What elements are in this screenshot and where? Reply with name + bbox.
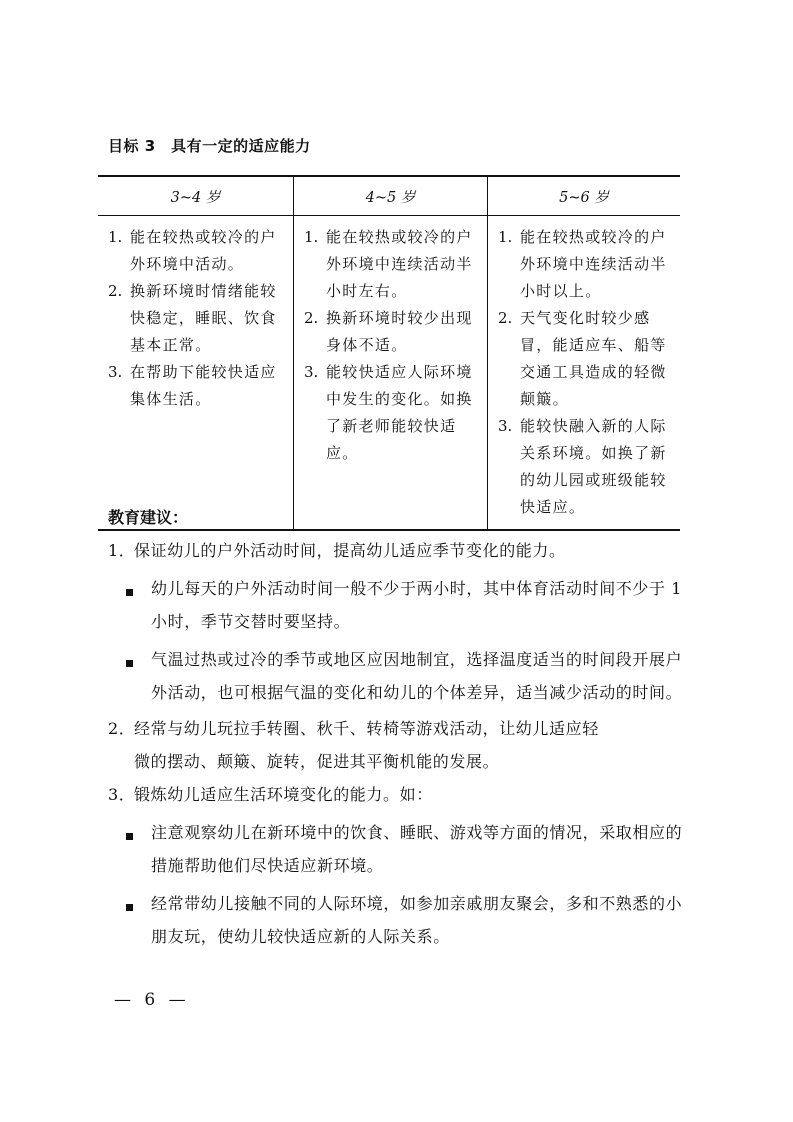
list-item [498, 224, 672, 305]
education-title: 教育建议： [108, 508, 189, 527]
list-item [304, 224, 479, 305]
item-number: 3. [304, 363, 319, 381]
item-number: 1. [304, 228, 319, 246]
column-age-4-5 [293, 216, 487, 529]
bullet-item [126, 643, 698, 709]
list-item [304, 305, 479, 359]
item-number: 2. [498, 309, 513, 327]
education-suggestions [108, 505, 698, 956]
square-bullet-icon [126, 904, 133, 911]
list-item [304, 359, 479, 467]
goals-table [98, 175, 680, 531]
bullet-text: 注意观察幼儿在新环境中的饮食、睡眠、游戏等方面的情况，采取相应的措施帮助他们尽快适应新环境。 [151, 823, 683, 875]
item-text: 能在较热或较冷的户外环境中连续活动半小时左右。 [326, 228, 473, 300]
item-text: 换新环境时较少出现身体不适。 [326, 309, 473, 354]
bullet-item [126, 887, 698, 953]
suggestion-text: 锻炼幼儿适应生活环境变化的能力。如： [134, 785, 433, 804]
square-bullet-icon [126, 589, 133, 596]
list-item [498, 305, 672, 413]
item-number: 3. [108, 363, 123, 381]
item-text: 能在较热或较冷的户外环境中活动。 [130, 228, 277, 273]
item-text: 能较快适应人际环境中发生的变化。如换了新老师能较快适应。 [326, 363, 473, 462]
goal-title: 目标 3 具有一定的适应能力 [108, 137, 311, 155]
suggestion-1 [108, 534, 698, 567]
suggestion-text-line-1: 经常与幼儿玩拉手转圈、秋千、转椅等游戏活动，让幼儿适应轻 [134, 719, 599, 738]
list-item [108, 224, 285, 278]
header-age-5-6: 5~6 岁 [487, 177, 680, 216]
item-number: 3. [498, 417, 513, 435]
bullet-item [126, 816, 698, 882]
suggestion-text-line-2: 微的摆动、颠簸、旋转，促进其平衡机能的发展。 [134, 752, 500, 771]
item-text: 能较快融入新的人际关系环境。如换了新的幼儿园或班级能较快适应。 [520, 417, 667, 516]
suggestion-number: 1． [108, 541, 136, 560]
bullet-item [126, 572, 698, 638]
suggestion-text: 保证幼儿的户外活动时间，提高幼儿适应季节变化的能力。 [134, 541, 566, 560]
square-bullet-icon [126, 660, 133, 667]
bullet-text: 气温过热或过冷的季节或地区应因地制宜，选择温度适当的时间段开展户外活动，也可根据气温的变化和幼儿的个体差异，适当减少活动的时间。 [151, 650, 683, 702]
list-item [108, 278, 285, 359]
header-age-3-4: 3~4 岁 [98, 177, 293, 216]
bullet-text: 幼儿每天的户外活动时间一般不少于两小时，其中体育活动时间不少于 1 小时，季节交替时要坚持。 [151, 579, 683, 631]
item-number: 1. [108, 228, 123, 246]
item-text: 在帮助下能较快适应集体生活。 [130, 363, 277, 408]
item-number: 2. [108, 282, 123, 300]
item-number: 1. [498, 228, 513, 246]
item-text: 换新环境时情绪能较快稳定，睡眠、饮食基本正常。 [130, 282, 277, 354]
column-age-3-4 [98, 216, 293, 529]
page-number: — 6 — [114, 990, 190, 1010]
suggestion-3 [108, 778, 698, 811]
suggestion-number: 2． [108, 719, 136, 738]
item-number: 2. [304, 309, 319, 327]
header-age-4-5: 4~5 岁 [293, 177, 487, 216]
bullet-text: 经常带幼儿接触不同的人际环境，如参加亲戚朋友聚会，多和不熟悉的小朋友玩，使幼儿较快适应新的人际关系。 [151, 894, 683, 946]
column-age-5-6 [487, 216, 680, 529]
suggestion-number: 3． [108, 785, 136, 804]
suggestion-2 [108, 712, 698, 778]
list-item [108, 359, 285, 413]
item-text: 天气变化时较少感冒，能适应车、船等交通工具造成的轻微颠簸。 [520, 309, 667, 408]
square-bullet-icon [126, 833, 133, 840]
item-text: 能在较热或较冷的户外环境中连续活动半小时以上。 [520, 228, 667, 300]
